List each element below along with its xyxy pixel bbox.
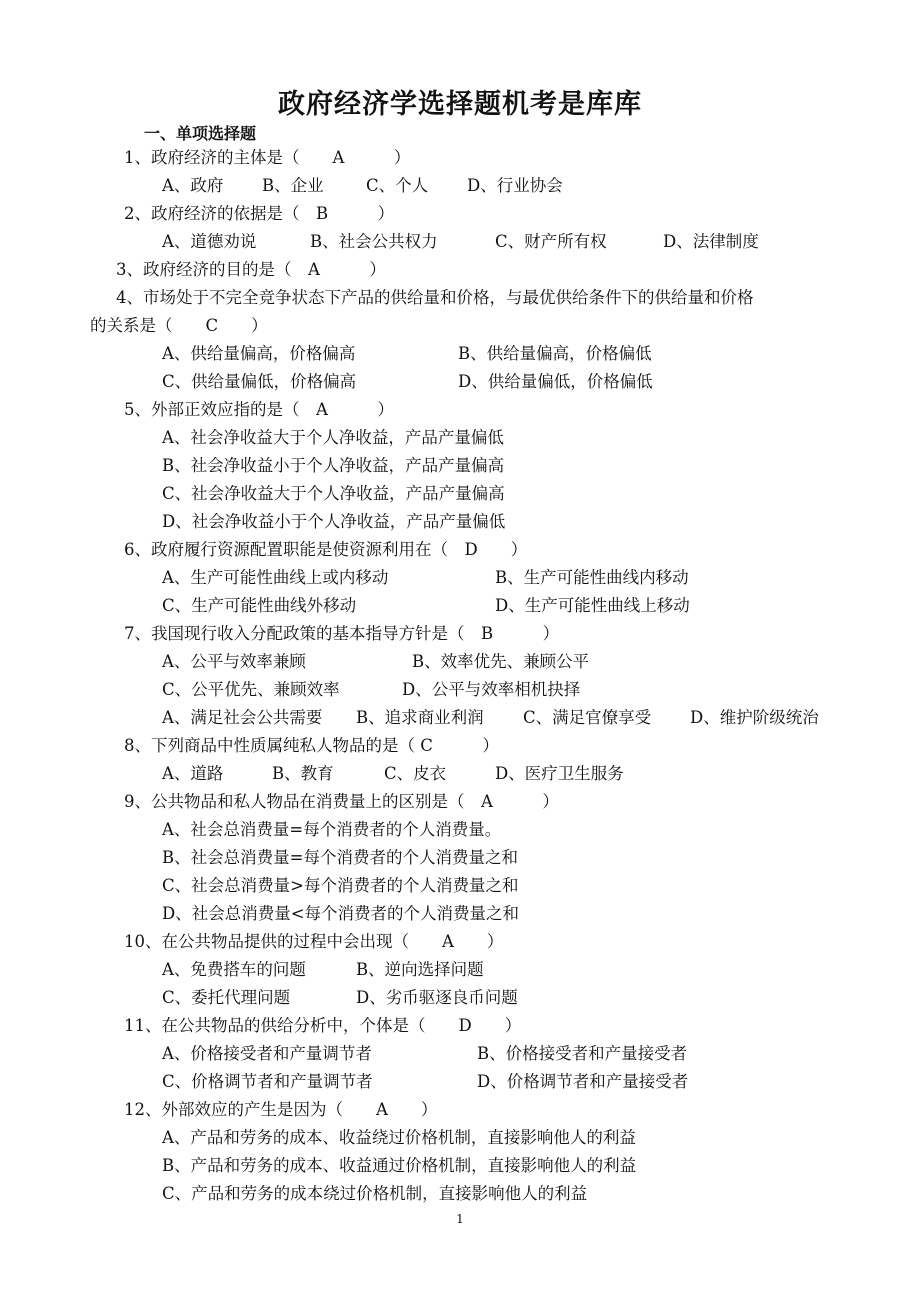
question-4-continuation: 的关系是（ C ） <box>90 316 268 335</box>
document-title: 政府经济学选择题机考是库库 <box>278 89 642 120</box>
q1-option-b: B、企业 <box>262 176 324 195</box>
question-5: 5、外部正效应指的是（ A ） <box>124 400 394 419</box>
q12-option-b: B、产品和劳务的成本、收益通过价格机制，直接影响他人的利益 <box>162 1156 637 1175</box>
q6-option-d: D、生产可能性曲线上移动 <box>495 596 690 615</box>
q5-option-d: D、社会净收益小于个人净收益，产品产量偏低 <box>162 512 506 531</box>
q6-option-b: B、生产可能性曲线内移动 <box>495 568 689 587</box>
question-8: 8、下列商品中性质属纯私人物品的是（ C ） <box>124 736 499 755</box>
q7-extra-option-b: B、追求商业利润 <box>356 708 484 727</box>
q8-option-c: C、皮衣 <box>384 764 447 783</box>
question-6: 6、政府履行资源配置职能是使资源利用在（ D ） <box>124 540 528 559</box>
q4-option-a: A、供给量偏高，价格偏高 <box>162 344 356 363</box>
q9-option-c: C、社会总消费量>每个消费者的个人消费量之和 <box>162 876 519 895</box>
page-number: 1 <box>456 1212 464 1226</box>
q7-option-b: B、效率优先、兼顾公平 <box>412 652 590 671</box>
q11-option-d: D、价格调节者和产量接受者 <box>477 1072 689 1091</box>
q7-extra-option-d: D、维护阶级统治 <box>690 708 819 727</box>
q4-option-b: B、供给量偏高，价格偏低 <box>458 344 652 363</box>
q9-option-b: B、社会总消费量=每个消费者的个人消费量之和 <box>162 848 518 867</box>
q1-option-d: D、行业协会 <box>467 176 563 195</box>
q2-option-d: D、法律制度 <box>663 232 759 251</box>
q7-option-d: D、公平与效率相机抉择 <box>402 680 581 699</box>
q5-option-c: C、社会净收益大于个人净收益，产品产量偏高 <box>162 484 505 503</box>
q11-option-b: B、价格接受者和产量接受者 <box>477 1044 688 1063</box>
q2-option-b: B、社会公共权力 <box>310 232 438 251</box>
question-10: 10、在公共物品提供的过程中会出现（ A ） <box>124 932 504 951</box>
q8-option-a: A、道路 <box>162 764 224 783</box>
q2-option-c: C、财产所有权 <box>495 232 607 251</box>
q8-option-d: D、医疗卫生服务 <box>495 764 624 783</box>
section-heading: 一、单项选择题 <box>144 124 257 143</box>
q11-option-a: A、价格接受者和产量调节者 <box>162 1044 372 1063</box>
q11-option-c: C、价格调节者和产量调节者 <box>162 1072 373 1091</box>
question-9: 9、公共物品和私人物品在消费量上的区别是（ A ） <box>124 792 559 811</box>
question-3: 3、政府经济的目的是（ A ） <box>116 260 386 279</box>
q2-option-a: A、道德劝说 <box>162 232 257 251</box>
q7-option-a: A、公平与效率兼顾 <box>162 652 306 671</box>
q4-option-d: D、供给量偏低，价格偏低 <box>458 372 653 391</box>
q9-option-a: A、社会总消费量=每个消费者的个人消费量。 <box>162 820 502 839</box>
q10-option-c: C、委托代理问题 <box>162 988 291 1007</box>
q5-option-a: A、社会净收益大于个人净收益，产品产量偏低 <box>162 428 504 447</box>
question-1: 1、政府经济的主体是（ A ） <box>124 148 411 167</box>
q5-option-b: B、社会净收益小于个人净收益，产品产量偏高 <box>162 456 505 475</box>
q10-option-d: D、劣币驱逐良币问题 <box>356 988 518 1007</box>
question-11: 11、在公共物品的供给分析中，个体是（ D ） <box>124 1016 522 1035</box>
q7-extra-option-c: C、满足官僚享受 <box>523 708 652 727</box>
q12-option-c: C、产品和劳务的成本绕过价格机制，直接影响他人的利益 <box>162 1184 588 1203</box>
q8-option-b: B、教育 <box>272 764 334 783</box>
question-12: 12、外部效应的产生是因为（ A ） <box>124 1100 438 1119</box>
q10-option-a: A、免费搭车的问题 <box>162 960 306 979</box>
question-2: 2、政府经济的依据是（ B ） <box>124 204 395 223</box>
q6-option-a: A、生产可能性曲线上或内移动 <box>162 568 389 587</box>
q10-option-b: B、逆向选择问题 <box>356 960 484 979</box>
q6-option-c: C、生产可能性曲线外移动 <box>162 596 357 615</box>
q12-option-a: A、产品和劳务的成本、收益绕过价格机制，直接影响他人的利益 <box>162 1128 636 1147</box>
q4-option-c: C、供给量偏低，价格偏高 <box>162 372 357 391</box>
q9-option-d: D、社会总消费量<每个消费者的个人消费量之和 <box>162 904 520 923</box>
q7-extra-option-a: A、满足社会公共需要 <box>162 708 323 727</box>
question-7: 7、我国现行收入分配政策的基本指导方针是（ B ） <box>124 624 560 643</box>
q1-option-c: C、个人 <box>366 176 429 195</box>
question-4: 4、市场处于不完全竞争状态下产品的供给量和价格，与最优供给条件下的供给量和价格 <box>116 288 754 307</box>
q7-option-c: C、公平优先、兼顾效率 <box>162 680 340 699</box>
q1-option-a: A、政府 <box>162 176 224 195</box>
